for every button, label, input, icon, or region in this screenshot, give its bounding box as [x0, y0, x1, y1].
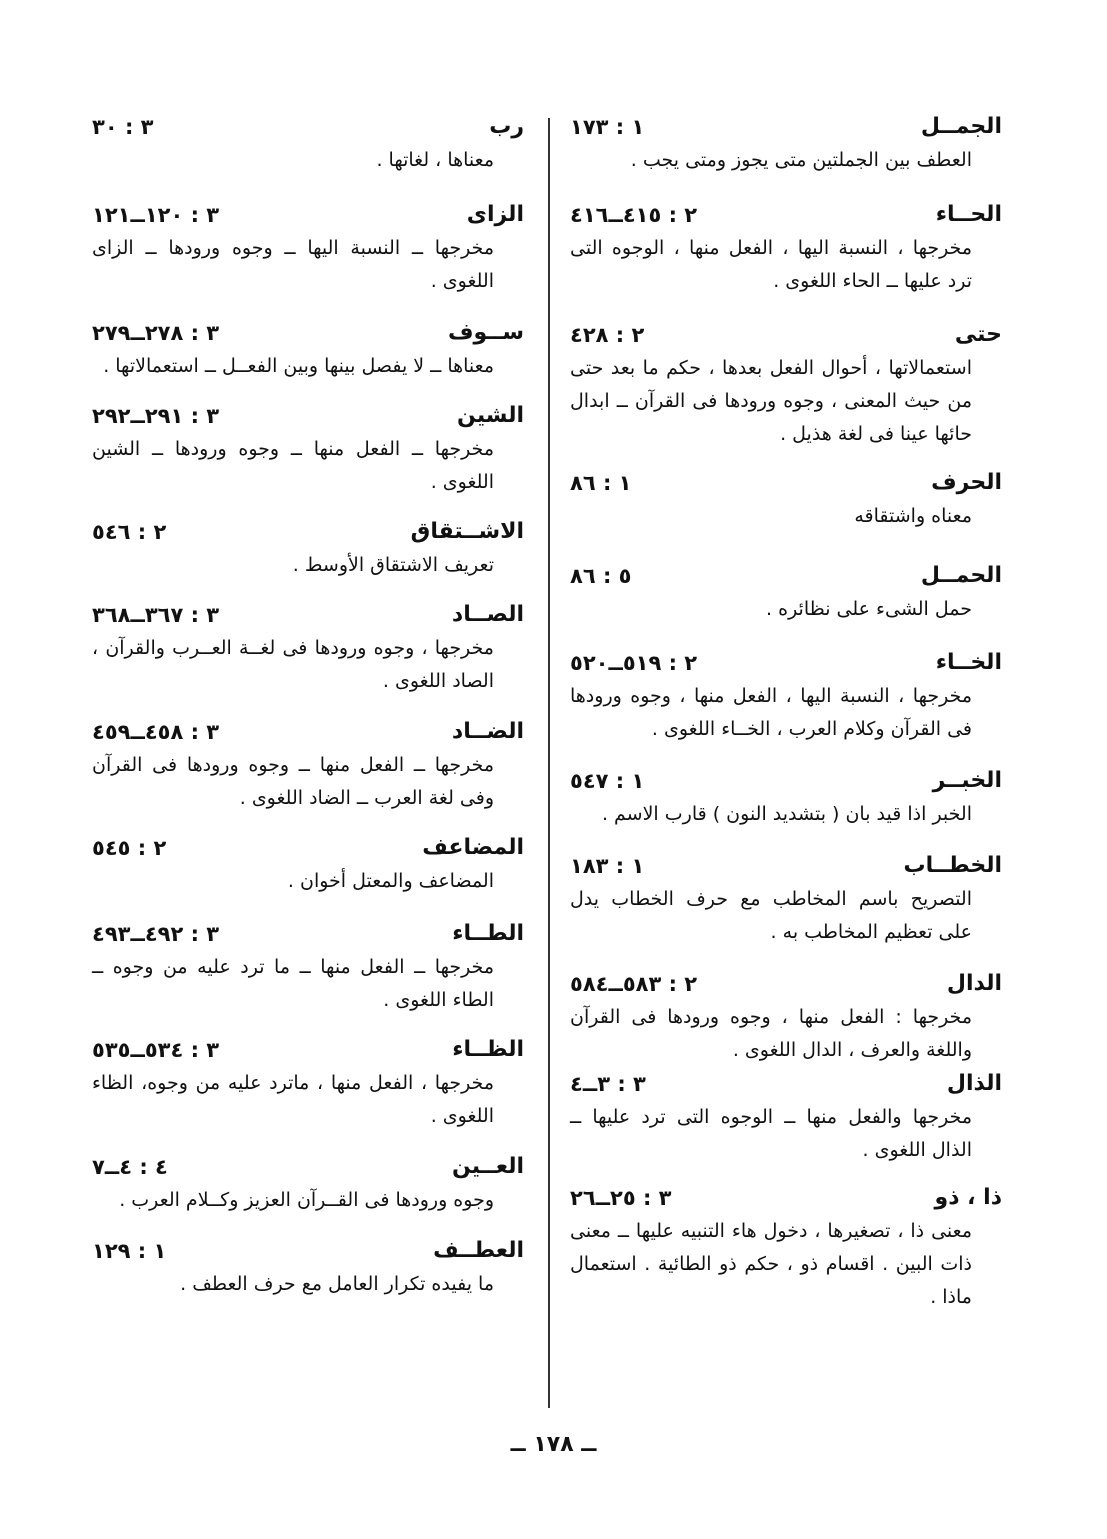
- volume-page-ref: ٣ : ٥٣٤ــ٥٣٥: [92, 1038, 220, 1062]
- entry-description: معناها ، لغاتها .: [376, 149, 494, 171]
- entry-description: المضاعف والمعتل أخوان .: [287, 870, 494, 892]
- headword: الزاى: [466, 202, 524, 227]
- headword: الدال: [946, 971, 1002, 996]
- entry-description: مخرجها والفعل منها ــ الوجوه التى ترد عليها ــ الذال اللغوى .: [570, 1106, 972, 1161]
- entry-description: مخرجها ــ الفعل منها ــ وجوه ورودها ــ الشين اللغوى .: [92, 438, 494, 493]
- entry-description: مخرجها ، وجوه ورودها فى لغــة العــرب والقرآن ، الصاد اللغوى .: [92, 637, 494, 692]
- headword: الذال: [946, 1071, 1002, 1096]
- column-divider: [548, 118, 550, 1408]
- page-number: ــ ١٧٨ ــ: [510, 1432, 597, 1457]
- headword: الجمــل: [920, 114, 1002, 139]
- volume-page-ref: ٢ : ٤١٥ــ٤١٦: [570, 203, 698, 227]
- index-entry: [570, 110, 1002, 177]
- index-entry: [92, 110, 524, 177]
- volume-page-ref: ٥ : ٨٦: [570, 564, 632, 588]
- entry-description: معنى ذا ، تصغيرها ، دخول هاء التنبيه عليها ــ معنى ذات البين . اقسام ذو ، حكم ذو الطائية . استعمال ماذا .: [570, 1220, 972, 1308]
- headword: الضــاد: [451, 719, 524, 744]
- index-entry: [570, 967, 1002, 1067]
- volume-page-ref: ٣ : ٣ــ٤: [570, 1072, 646, 1096]
- headword: الخطــاب: [903, 853, 1002, 878]
- headword: الشين: [457, 403, 524, 428]
- index-entry: [570, 198, 1002, 298]
- index-entry: [92, 917, 524, 1017]
- index-entry: [92, 316, 524, 383]
- index-entry: [92, 1150, 524, 1217]
- entry-description: وجوه ورودها فى القــرآن العزيز وكــلام العرب .: [119, 1189, 494, 1211]
- index-entry: [570, 318, 1002, 451]
- entry-description: معناها ــ لا يفصل بينها وبين الفعــل ــ استعمالاتها .: [103, 355, 494, 377]
- headword: ســوف: [447, 320, 524, 345]
- index-entry: [570, 646, 1002, 746]
- index-entry: [570, 1067, 1002, 1167]
- headword: الخبــر: [932, 768, 1002, 793]
- right-column: [570, 110, 1002, 1314]
- volume-page-ref: ٣ : ٣٠: [92, 115, 154, 139]
- index-entry: [92, 1033, 524, 1133]
- headword: الطــاء: [452, 921, 524, 946]
- entry-description: مخرجها ــ الفعل منها ــ ما ترد عليه من وجوه ــ الطاء اللغوى .: [92, 956, 494, 1011]
- headword: الحمــل: [920, 563, 1002, 588]
- headword: العطــف: [433, 1238, 524, 1263]
- entry-description: مخرجها ــ الفعل منها ــ وجوه ورودها فى القرآن وفى لغة العرب ــ الضاد اللغوى .: [92, 754, 494, 809]
- index-entry: [570, 764, 1002, 831]
- entry-description: مخرجها ، النسبة اليها ، الفعل منها ، وجوه ورودها فى القرآن وكلام العرب ، الخــاء اللغوى .: [570, 685, 972, 740]
- headword: الحــاء: [935, 202, 1002, 227]
- headword: العــين: [451, 1154, 524, 1179]
- index-entry: [92, 1234, 524, 1301]
- index-entry: [92, 399, 524, 499]
- volume-page-ref: ١ : ١٨٣: [570, 854, 645, 878]
- volume-page-ref: ٢ : ٥٤٦: [92, 520, 167, 544]
- headword: الاشــتقاق: [410, 519, 524, 544]
- volume-page-ref: ٢ : ٥٨٣ــ٥٨٤: [570, 972, 698, 996]
- volume-page-ref: ٣ : ٢٥ــ٢٦: [570, 1186, 672, 1210]
- volume-page-ref: ٢ : ٥١٩ــ٥٢٠: [570, 651, 698, 675]
- index-entry: [92, 198, 524, 298]
- entry-description: ما يفيده تكرار العامل مع حرف العطف .: [180, 1273, 494, 1295]
- index-entry: [92, 515, 524, 582]
- volume-page-ref: ٣ : ٤٩٢ــ٤٩٣: [92, 922, 220, 946]
- entry-description: مخرجها ، النسبة اليها ، الفعل منها ، الوجوه التى ترد عليها ــ الحاء اللغوى .: [570, 237, 972, 292]
- entry-description: مخرجها ، الفعل منها ، ماترد عليه من وجوه، الظاء اللغوى .: [92, 1072, 494, 1127]
- headword: الصــاد: [451, 602, 524, 627]
- index-entry: [570, 466, 1002, 533]
- headword: الحرف: [931, 470, 1002, 495]
- volume-page-ref: ٤ : ٤ــ٧: [92, 1155, 168, 1179]
- entry-description: استعمالاتها ، أحوال الفعل بعدها ، حكم ما بعد حتى من حيث المعنى ، وجوه ورودها فى القرآن ــ ابدال حائها عينا فى لغة هذيل .: [570, 357, 972, 445]
- entry-description: حمل الشىء على نظائره .: [766, 598, 972, 620]
- headword: المضاعف: [422, 835, 524, 860]
- index-entry: [92, 831, 524, 898]
- index-entry: [92, 598, 524, 698]
- volume-page-ref: ٢ : ٥٤٥: [92, 836, 167, 860]
- index-entry: [92, 715, 524, 815]
- index-entry: [570, 849, 1002, 949]
- volume-page-ref: ٣ : ١٢٠ــ١٢١: [92, 203, 220, 227]
- entry-description: الخبر اذا قيد بان ( بتشديد النون ) قارب الاسم .: [601, 803, 972, 825]
- volume-page-ref: ٣ : ٤٥٨ــ٤٥٩: [92, 720, 220, 744]
- headword: ذا ، ذو: [934, 1185, 1002, 1210]
- headword: رب: [489, 114, 524, 139]
- volume-page-ref: ١ : ١٧٣: [570, 115, 645, 139]
- index-entry: [570, 1181, 1002, 1314]
- volume-page-ref: ٣ : ٢٧٨ــ٢٧٩: [92, 321, 220, 345]
- left-column: [92, 110, 524, 1301]
- volume-page-ref: ٢ : ٤٢٨: [570, 323, 645, 347]
- volume-page-ref: ١ : ٨٦: [570, 471, 632, 495]
- volume-page-ref: ٣ : ٣٦٧ــ٣٦٨: [92, 603, 220, 627]
- entry-description: العطف بين الجملتين متى يجوز ومتى يجب .: [630, 149, 972, 171]
- volume-page-ref: ٣ : ٢٩١ــ٢٩٢: [92, 404, 220, 428]
- volume-page-ref: ١ : ٥٤٧: [570, 769, 645, 793]
- entry-description: مخرجها ــ النسبة اليها ــ وجوه ورودها ــ الزاى اللغوى .: [92, 237, 494, 292]
- headword: حتى: [954, 322, 1002, 347]
- headword: الظــاء: [452, 1037, 524, 1062]
- entry-description: تعريف الاشتقاق الأوسط .: [292, 554, 494, 576]
- volume-page-ref: ١ : ١٢٩: [92, 1239, 167, 1263]
- index-entry: [570, 559, 1002, 626]
- entry-description: معناه واشتقاقه: [854, 505, 972, 527]
- entry-description: مخرجها : الفعل منها ، وجوه ورودها فى القرآن واللغة والعرف ، الدال اللغوى .: [570, 1006, 972, 1061]
- entry-description: التصريح باسم المخاطب مع حرف الخطاب يدل على تعظيم المخاطب به .: [570, 888, 972, 943]
- headword: الخــاء: [935, 650, 1002, 675]
